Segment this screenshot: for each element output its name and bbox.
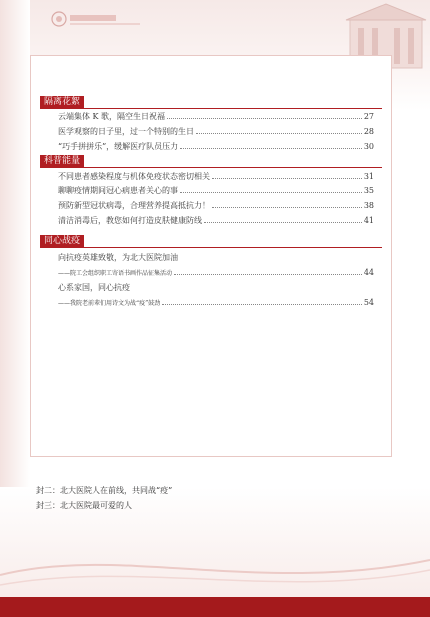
dot-leader: [167, 110, 362, 119]
toc-entry-title: 聊聊疫情期间冠心病患者关心的事: [58, 186, 178, 195]
toc-entry[interactable]: [58, 170, 374, 182]
dot-leader: [204, 214, 362, 223]
dot-leader: [196, 125, 362, 134]
toc-entry-page: 44: [363, 268, 374, 277]
toc-entry-title: 预防新型冠状病毒，合理营养提高抵抗力！: [58, 201, 210, 210]
toc-entry-title: “巧手拼拼乐”，缓解医疗队员压力: [58, 142, 179, 151]
section-header-together: [40, 235, 382, 248]
toc-entry-page: 35: [363, 186, 374, 195]
dot-leader: [180, 140, 362, 149]
toc-entry-title: 不同患者感染程度与机体免疫状态密切相关: [58, 172, 210, 181]
toc-entry-page: 54: [363, 298, 374, 307]
toc-entry[interactable]: [58, 125, 374, 137]
toc-subentry[interactable]: [58, 296, 374, 308]
toc-entry[interactable]: [58, 282, 374, 294]
toc-entry-title: 心系家国，同心抗疫: [58, 283, 130, 292]
toc-entry[interactable]: [58, 140, 374, 152]
toc-entry[interactable]: [58, 214, 374, 226]
toc-entry-title: 清洁消毒后，教您如何打造皮肤健康防线: [58, 216, 202, 225]
toc-entry[interactable]: [58, 184, 374, 196]
decorative-swoosh: [0, 535, 430, 595]
toc-entry-title: ——我院老前辈们用诗文为战“疫”鼓劲: [58, 300, 161, 307]
toc-entry-page: 30: [363, 142, 374, 151]
dot-leader: [174, 266, 362, 275]
toc-subentry[interactable]: [58, 266, 374, 278]
toc-entry-title: 向抗疫英雄致敬，为北大医院加油: [58, 253, 178, 262]
toc-entry-title: 云端集体 K 歌，隔空生日祝福: [58, 112, 166, 121]
toc-entry[interactable]: [58, 199, 374, 211]
back-cover-note: 封二：北大医院人在前线，共同战“疫”: [36, 486, 173, 495]
toc-entry-page: 41: [363, 216, 374, 225]
section-label: 科普能量: [40, 155, 84, 167]
section-label: 同心战疫: [40, 235, 84, 247]
bottom-bar: [0, 597, 430, 617]
section-header-science: [40, 155, 382, 168]
toc-entry-title: 医学观察的日子里，过一个特别的生日: [58, 127, 194, 136]
dot-leader: [162, 296, 362, 305]
toc-entry[interactable]: [58, 110, 374, 122]
toc-entry-page: 27: [363, 112, 374, 121]
dot-leader: [212, 170, 362, 179]
toc-entry-title: ——院工会组织职工寄语书画作品征集活动: [58, 270, 173, 277]
dot-leader: [180, 184, 362, 193]
toc-entry-page: 38: [363, 201, 374, 210]
section-header-isolation: [40, 96, 382, 109]
toc-entry-page: 28: [363, 127, 374, 136]
dot-leader: [212, 199, 362, 208]
toc-entry[interactable]: [58, 252, 374, 264]
section-label: 隔离花絮: [40, 96, 84, 108]
hospital-logo: [50, 8, 170, 30]
back-cover-note: 封三：北大医院最可爱的人: [36, 501, 132, 510]
toc-entry-page: 31: [363, 172, 374, 181]
